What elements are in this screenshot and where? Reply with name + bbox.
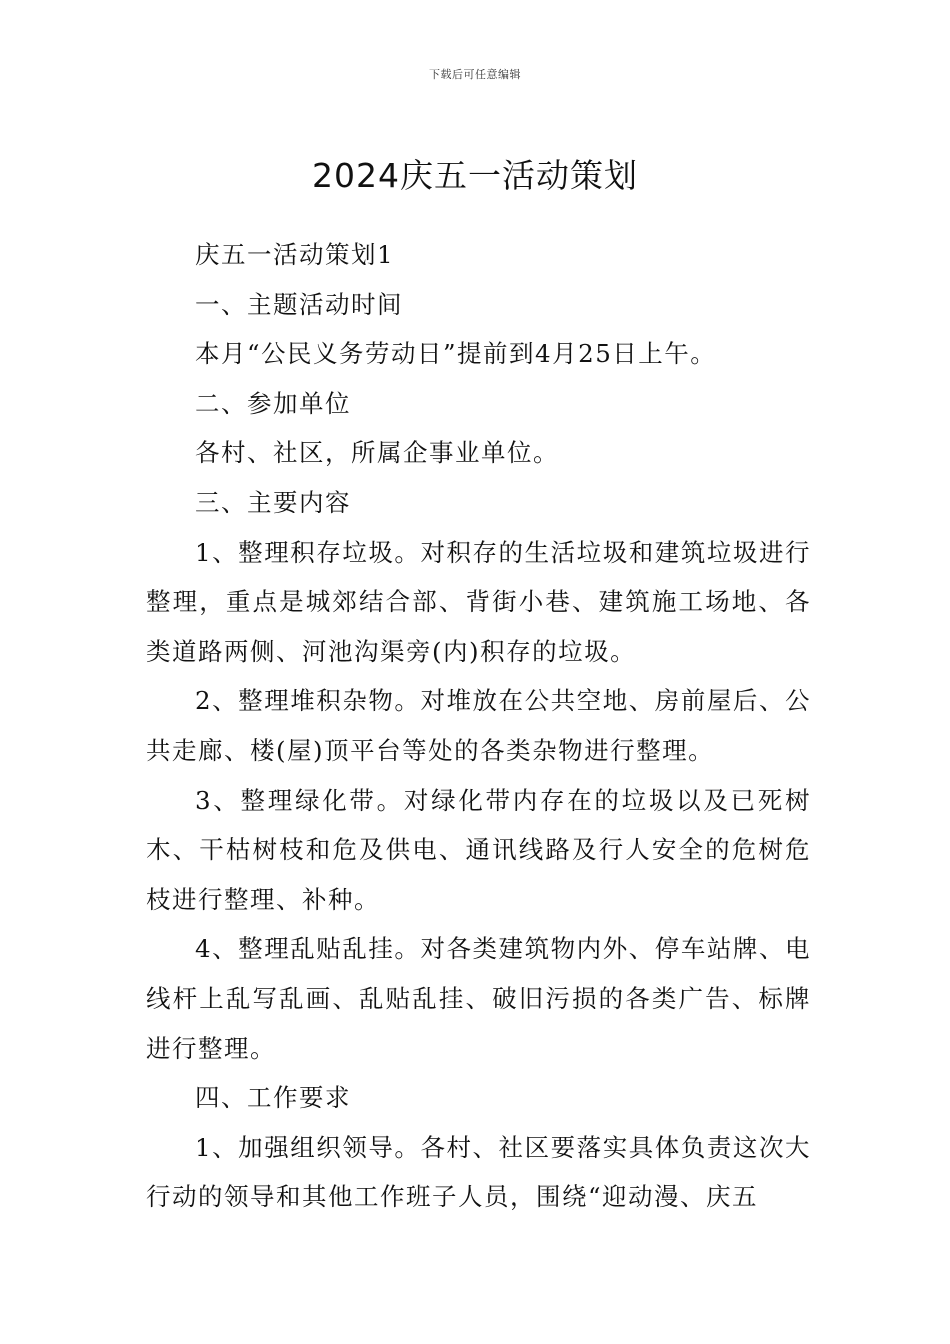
paragraph-heading-units: 二、参加单位 — [195, 388, 351, 418]
paragraph-time: 本月“公民义务劳动日”提前到4月25日上午。 — [195, 339, 717, 369]
header-note: 下载后可任意编辑 — [429, 68, 521, 81]
document-body — [146, 230, 811, 1222]
paragraph-content-2: 2、整理堆积杂物。对堆放在公共空地、房前屋后、公共走廊、楼(屋)顶平台等处的各类杂物进行整理。 — [146, 686, 811, 765]
paragraph-requirement-1: 1、加强组织领导。各村、社区要落实具体负责这次大行动的领导和其他工作班子人员，围绕“迎动漫、庆五 — [146, 1132, 811, 1212]
paragraph-content-4: 4、整理乱贴乱挂。对各类建筑物内外、停车站牌、电线杆上乱写乱画、乱贴乱挂、破旧污损的各类广告、标牌进行整理。 — [146, 934, 811, 1063]
paragraph-content-3: 3、整理绿化带。对绿化带内存在的垃圾以及已死树木、干枯树枝和危及供电、通讯线路及行人安全的危树危枝进行整理、补种。 — [146, 785, 811, 914]
paragraph-content-1: 1、整理积存垃圾。对积存的生活垃圾和建筑垃圾进行整理，重点是城郊结合部、背街小巷、建筑施工场地、各类道路两侧、河池沟渠旁(内)积存的垃圾。 — [146, 537, 811, 666]
paragraph-units: 各村、社区，所属企事业单位。 — [195, 438, 559, 468]
paragraph-heading-requirements: 四、工作要求 — [195, 1083, 351, 1113]
paragraph-heading-content: 三、主要内容 — [195, 487, 351, 517]
document-title: 2024庆五一活动策划 — [312, 156, 638, 196]
paragraph-heading-time: 一、主题活动时间 — [195, 289, 403, 319]
paragraph-section-heading: 庆五一活动策划1 — [195, 240, 395, 269]
